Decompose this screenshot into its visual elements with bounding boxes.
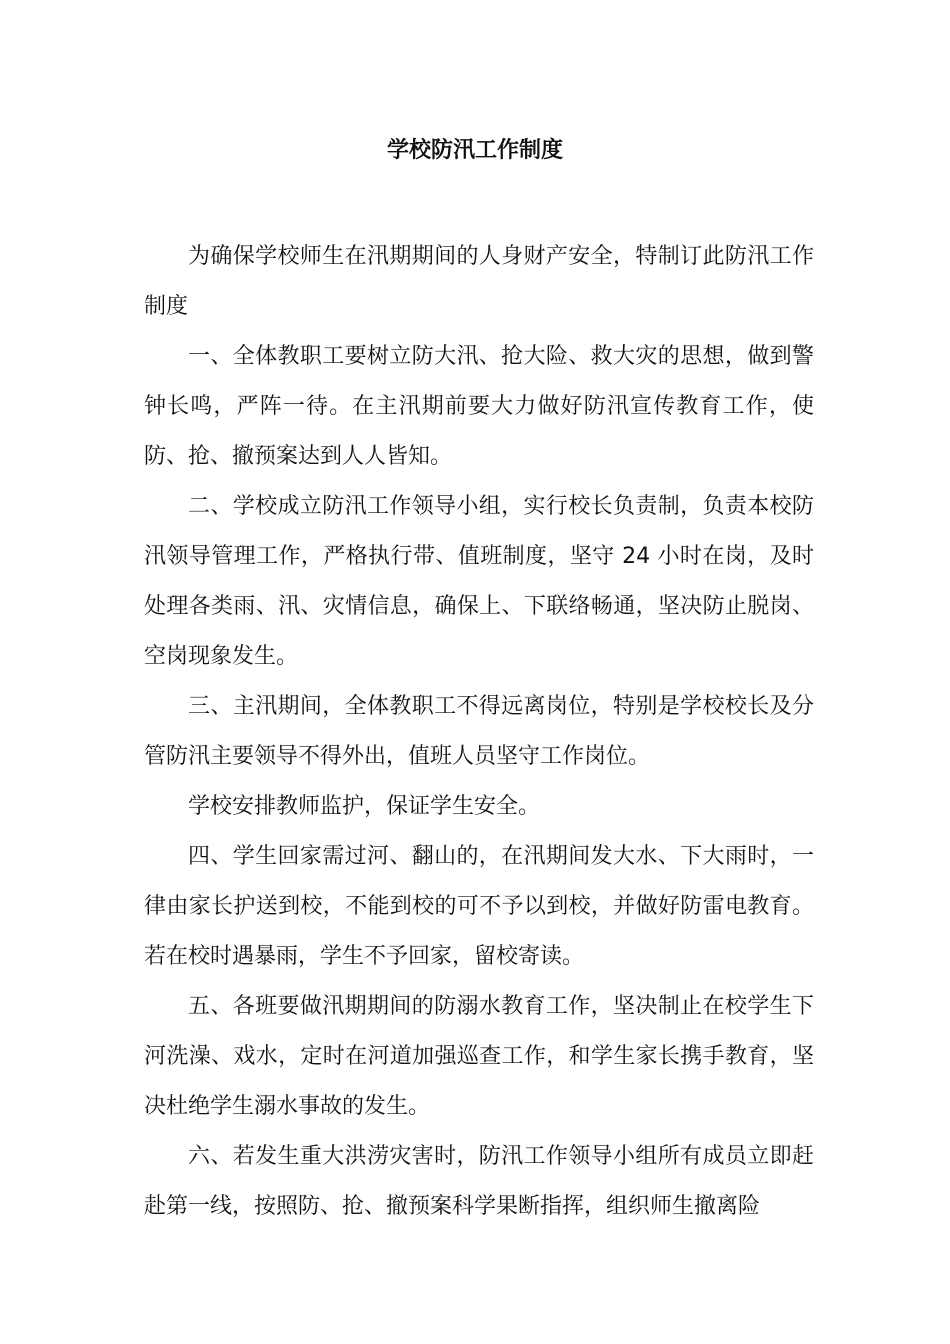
paragraph-3: 三、主汛期间，全体教职工不得远离岗位，特别是学校校长及分管防汛主要领导不得外出，值班人员坚守工作岗位。 — [144, 694, 814, 769]
paragraph-3-note: 学校安排教师监护，保证学生安全。 — [188, 794, 541, 819]
paragraph-6: 六、若发生重大洪涝灾害时，防汛工作领导小组所有成员立即赶赴第一线，按照防、抢、撤预案科学果断指挥，组织师生撤离险 — [144, 1144, 814, 1219]
paragraph-2: 二、学校成立防汛工作领导小组，实行校长负责制，负责本校防汛领导管理工作，严格执行带、值班制度，坚守 24 小时在岗，及时处理各类雨、汛、灾情信息，确保上、下联络畅通，坚决防止脱岗、空岗现象发生。 — [144, 494, 814, 669]
document-body — [144, 232, 814, 1232]
document-title: 学校防汛工作制度 — [386, 138, 563, 163]
paragraph-intro: 为确保学校师生在汛期期间的人身财产安全，特制订此防汛工作制度 — [144, 244, 814, 319]
paragraph-4: 四、学生回家需过河、翻山的，在汛期间发大水、下大雨时，一律由家长护送到校，不能到校的可不予以到校，并做好防雷电教育。若在校时遇暴雨，学生不予回家，留校寄读。 — [144, 844, 814, 969]
paragraph-5: 五、各班要做汛期期间的防溺水教育工作，坚决制止在校学生下河洗澡、戏水，定时在河道加强巡查工作，和学生家长携手教育，坚决杜绝学生溺水事故的发生。 — [144, 994, 814, 1119]
paragraph-1: 一、全体教职工要树立防大汛、抢大险、救大灾的思想，做到警钟长鸣，严阵一待。在主汛期前要大力做好防汛宣传教育工作，使防、抢、撤预案达到人人皆知。 — [144, 344, 814, 469]
